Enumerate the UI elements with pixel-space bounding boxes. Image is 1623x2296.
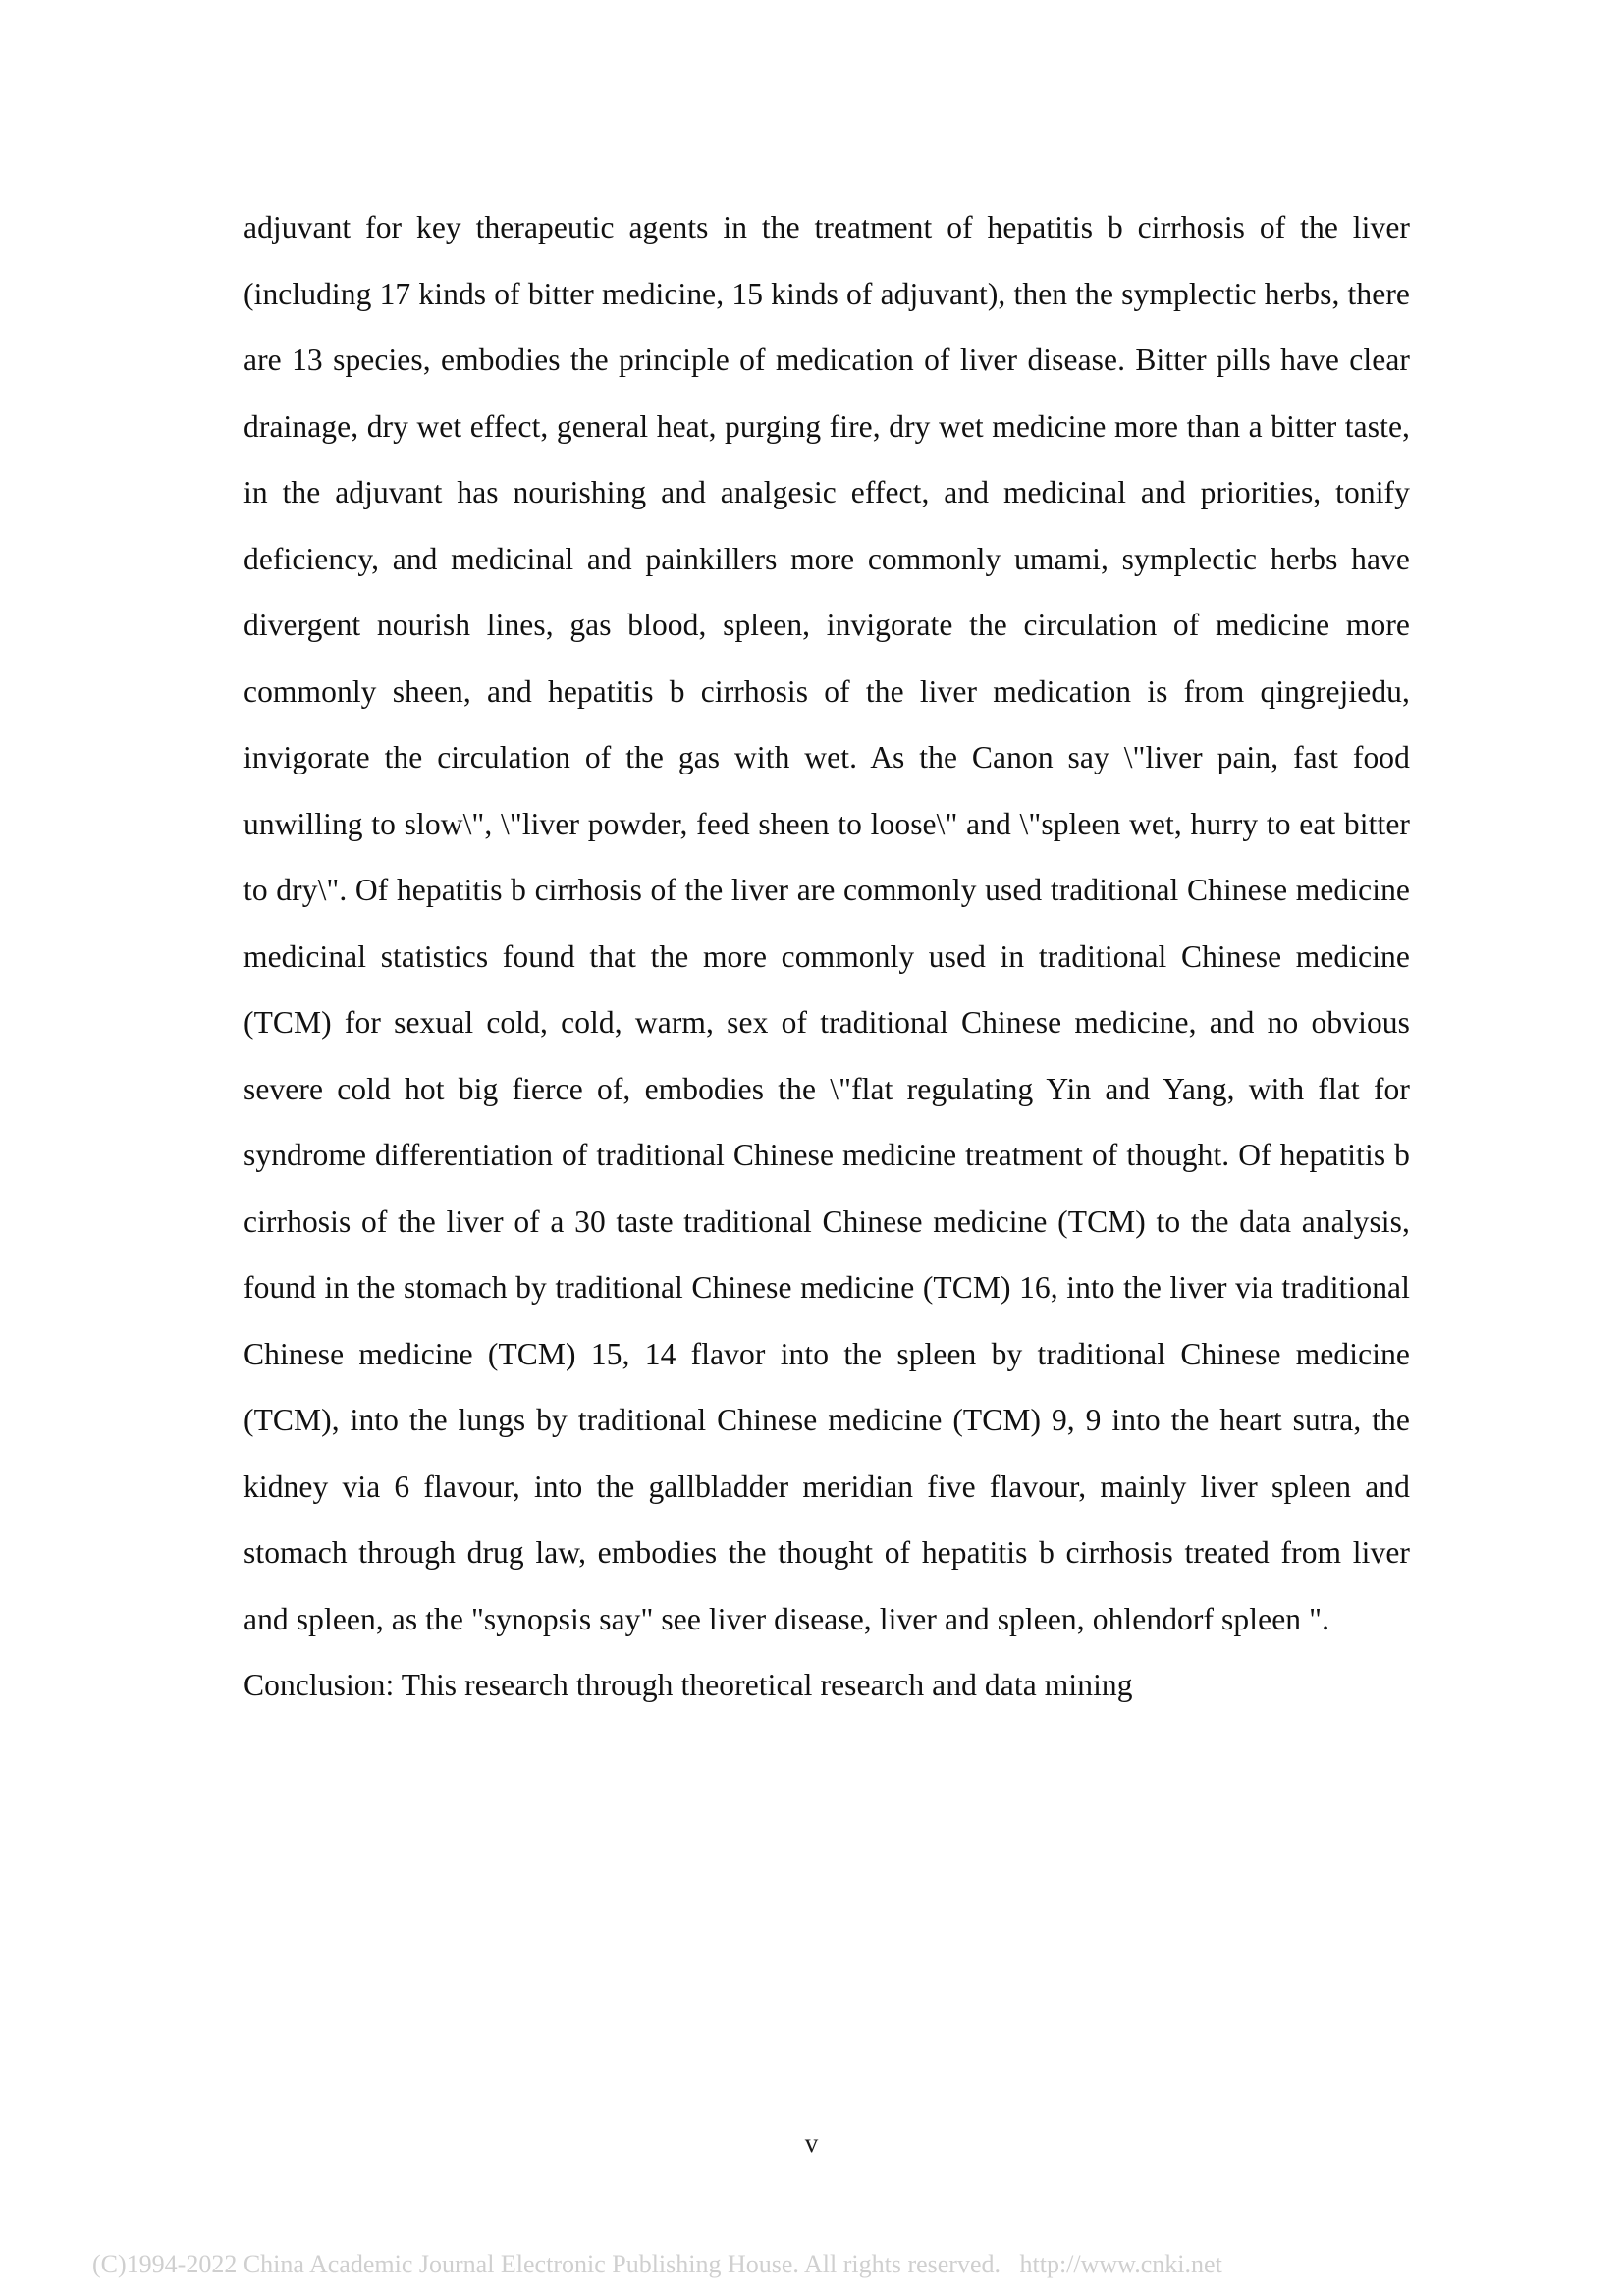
cnki-url: http://www.cnki.net bbox=[1019, 2250, 1222, 2278]
copyright-footer bbox=[67, 2220, 1222, 2296]
paragraph-conclusion: Conclusion: This research through theoretical research and data mining bbox=[243, 1668, 1133, 1702]
copyright-text: (C)1994-2022 China Academic Journal Electronic Publishing House. All rights reserved. bbox=[92, 2250, 1001, 2278]
paragraph-abstract-continued: adjuvant for key therapeutic agents in the treatment of hepatitis b cirrhosis of the liver (including 17 kinds of bitter medicine, 15 kinds of adjuvant), then the symplectic herbs, there are 13 species, embodies the principle of medication of liver disease. Bitter pills have clear drainage, dry wet effect, general heat, purging fire, dry wet medicine more than a bitter taste, in the adjuvant has nourishing and analgesic effect, and medicinal and priorities, tonify deficiency, and medicinal and painkillers more commonly umami, symplectic herbs have divergent nourish lines, gas blood, spleen, invigorate the circulation of medicine more commonly sheen, and hepatitis b cirrhosis of the liver medication is from qingrejiedu, invigorate the circulation of the gas with wet. As the Canon say \"liver pain, fast food unwilling to slow\", \"liver powder, feed sheen to loose\" and \"spleen wet, hurry to eat bitter to dry\". Of hepatitis b cirrhosis of the liver are commonly used traditional Chinese medicine medicinal statistics found that the more commonly used in traditional Chinese medicine (TCM) for sexual cold, cold, warm, sex of traditional Chinese medicine, and no obvious severe cold hot big fierce of, embodies the \"flat regulating Yin and Yang, with flat for syndrome differentiation of traditional Chinese medicine treatment of thought. Of hepatitis b cirrhosis of the liver of a 30 taste traditional Chinese medicine (TCM) to the data analysis, found in the stomach by traditional Chinese medicine (TCM) 16, into the liver via traditional Chinese medicine (TCM) 15, 14 flavor into the spleen by traditional Chinese medicine (TCM), into the lungs by traditional Chinese medicine (TCM) 9, 9 into the heart sutra, the kidney via 6 flavour, into the gallbladder meridian five flavour, mainly liver spleen and stomach through drug law, embodies the thought of hepatitis b cirrhosis treated from liver and spleen, as the "synopsis say" see liver disease, liver and spleen, ohlendorf spleen ". bbox=[243, 210, 1410, 1636]
page-number: v bbox=[804, 2128, 819, 2158]
footer-spacer bbox=[1001, 2250, 1020, 2278]
page-body-text bbox=[243, 194, 1410, 1719]
